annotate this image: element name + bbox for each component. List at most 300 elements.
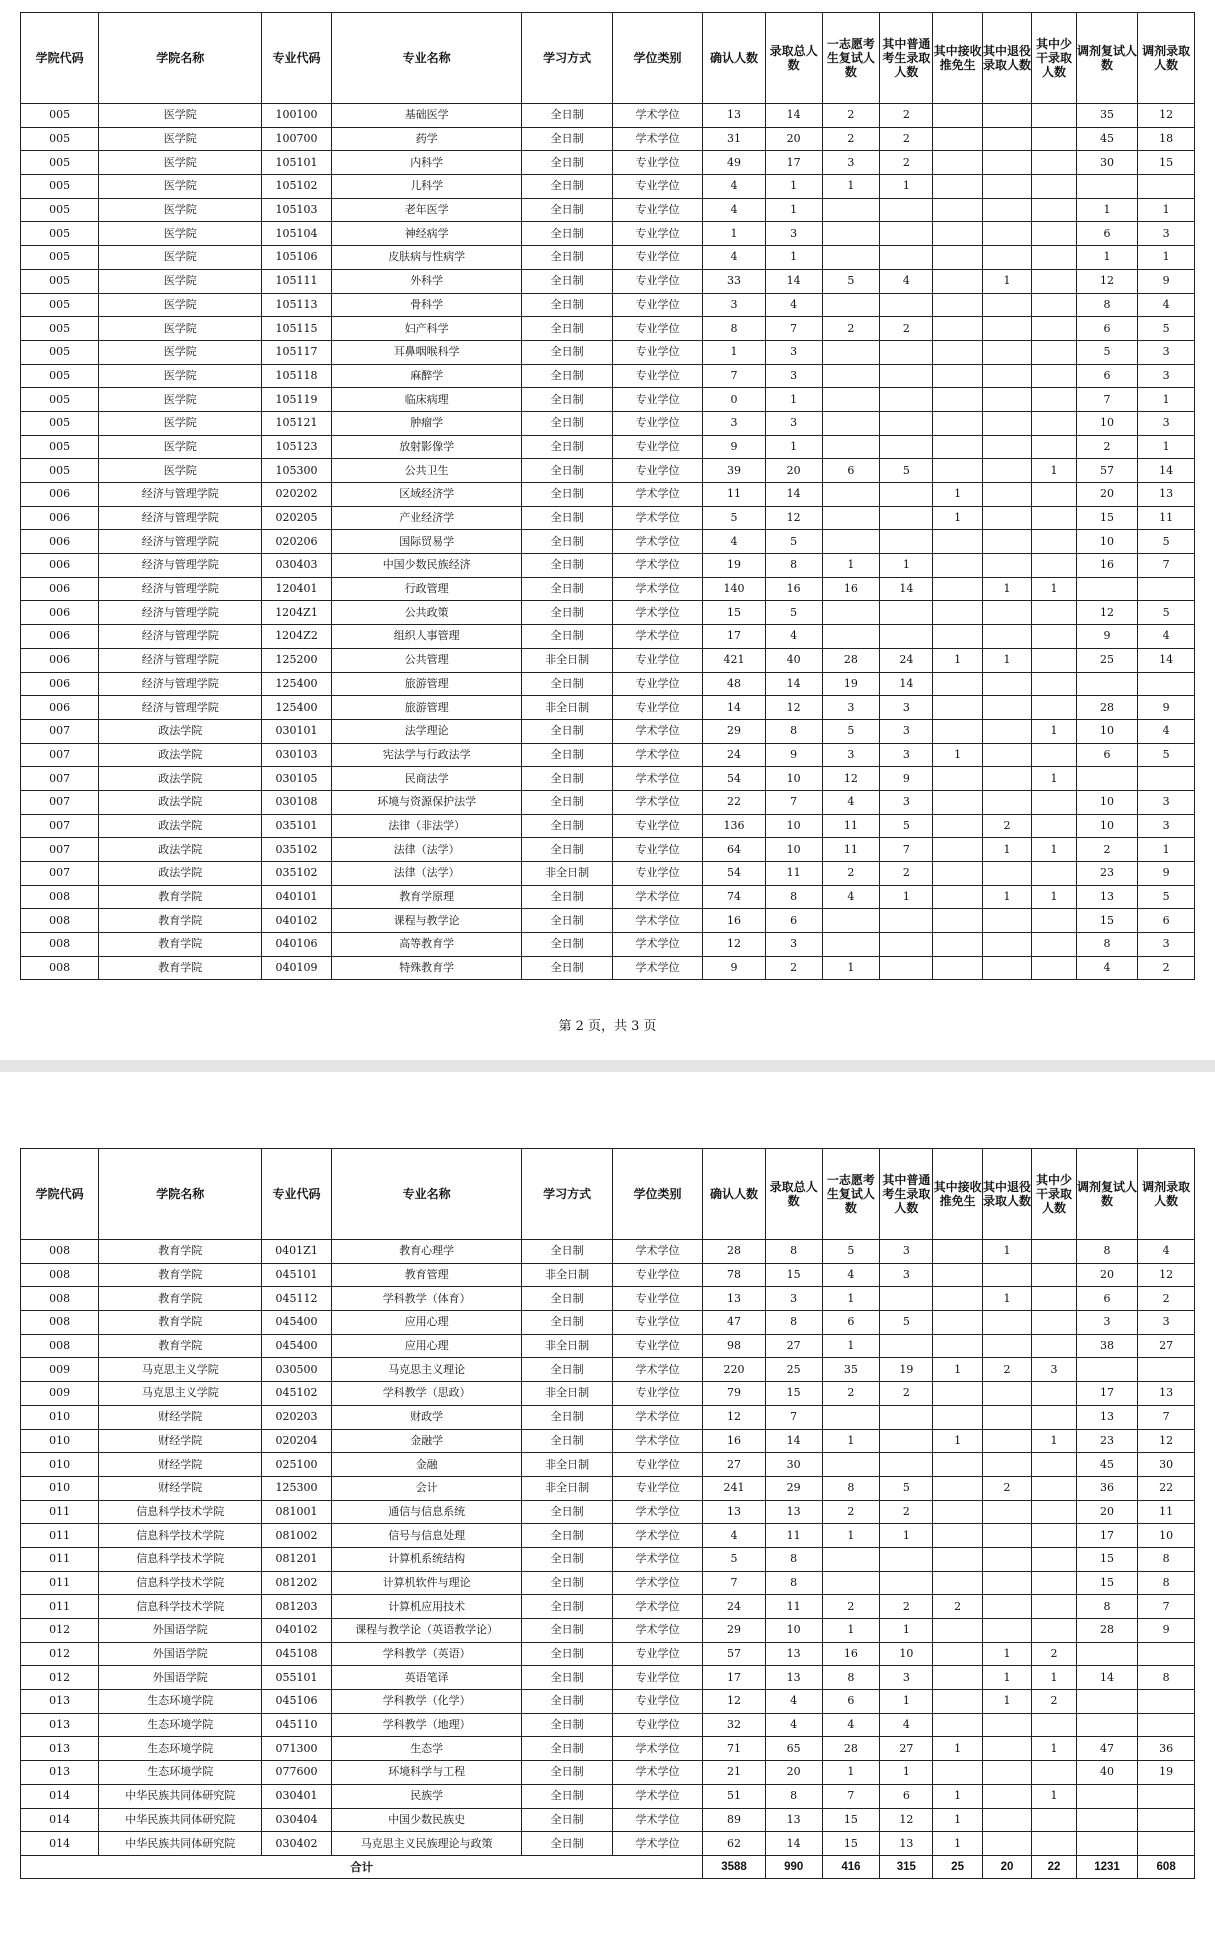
cell-confirmed: 13 [703, 1287, 766, 1311]
cell-study-mode: 全日制 [522, 1240, 612, 1264]
cell-college-name: 医学院 [99, 269, 262, 293]
cell-college-name: 政法学院 [99, 838, 262, 862]
cell-first-choice: 1 [822, 1761, 880, 1785]
cell-study-mode: 全日制 [522, 1405, 612, 1429]
cell-admitted-total: 3 [765, 411, 822, 435]
cell-admitted-total: 17 [765, 151, 822, 175]
col-study-mode: 学习方式 [522, 1149, 612, 1240]
cell-veteran [982, 127, 1031, 151]
cell-college-name: 生态环境学院 [99, 1737, 262, 1761]
cell-regular-admitted [880, 530, 933, 554]
cell-study-mode: 全日制 [522, 767, 612, 791]
cell-admitted-total: 13 [765, 1808, 822, 1832]
cell-major-name: 组织人事管理 [331, 625, 521, 649]
cell-major-code: 100700 [262, 127, 332, 151]
cell-major-code: 055101 [262, 1666, 332, 1690]
cell-admitted-total: 3 [765, 340, 822, 364]
table-row [21, 1287, 1195, 1311]
cell-veteran [982, 175, 1031, 199]
cell-regular-admitted: 1 [880, 885, 933, 909]
cell-minority [1032, 1453, 1077, 1477]
cell-college-code: 005 [21, 388, 99, 412]
col-study-mode: 学习方式 [522, 13, 612, 104]
cell-major-code: 030103 [262, 743, 332, 767]
cell-admitted-total: 7 [765, 317, 822, 341]
cell-study-mode: 全日制 [522, 1619, 612, 1643]
cell-regular-admitted: 13 [880, 1832, 933, 1856]
cell-major-code: 081001 [262, 1500, 332, 1524]
cell-first-choice: 28 [822, 648, 880, 672]
cell-college-code: 008 [21, 1334, 99, 1358]
cell-college-code: 007 [21, 862, 99, 886]
cell-degree-type: 学术学位 [612, 625, 702, 649]
table-row [21, 435, 1195, 459]
cell-first-choice: 6 [822, 1311, 880, 1335]
cell-exempt [933, 625, 982, 649]
cell-first-choice [822, 1547, 880, 1571]
cell-admitted-total: 1 [765, 175, 822, 199]
cell-veteran: 2 [982, 1476, 1031, 1500]
cell-college-name: 医学院 [99, 411, 262, 435]
cell-minority [1032, 648, 1077, 672]
cell-confirmed: 7 [703, 364, 766, 388]
cell-study-mode: 全日制 [522, 293, 612, 317]
col-regular-admitted: 其中普通考生录取人数 [880, 1149, 933, 1240]
cell-adjust-retest: 8 [1076, 933, 1137, 957]
cell-degree-type: 学术学位 [612, 577, 702, 601]
cell-major-code: 0401Z1 [262, 1240, 332, 1264]
cell-college-name: 信息科学技术学院 [99, 1500, 262, 1524]
table-row [21, 388, 1195, 412]
cell-study-mode: 全日制 [522, 909, 612, 933]
total-label: 合计 [21, 1855, 703, 1878]
table-row [21, 672, 1195, 696]
cell-college-name: 医学院 [99, 151, 262, 175]
cell-adjust-admitted: 11 [1138, 506, 1195, 530]
cell-adjust-retest: 6 [1076, 222, 1137, 246]
cell-admitted-total: 11 [765, 862, 822, 886]
cell-minority: 1 [1032, 459, 1077, 483]
cell-major-code: 030403 [262, 554, 332, 578]
cell-college-name: 财经学院 [99, 1405, 262, 1429]
cell-degree-type: 专业学位 [612, 838, 702, 862]
cell-first-choice [822, 601, 880, 625]
cell-study-mode: 非全日制 [522, 1382, 612, 1406]
cell-veteran: 1 [982, 577, 1031, 601]
cell-major-name: 教育心理学 [331, 1240, 521, 1264]
cell-confirmed: 89 [703, 1808, 766, 1832]
cell-study-mode: 全日制 [522, 435, 612, 459]
cell-exempt [933, 411, 982, 435]
cell-college-name: 教育学院 [99, 1287, 262, 1311]
table-row [21, 246, 1195, 270]
total-exempt: 25 [933, 1855, 982, 1878]
cell-confirmed: 24 [703, 743, 766, 767]
cell-college-code: 013 [21, 1713, 99, 1737]
cell-major-code: 081203 [262, 1595, 332, 1619]
cell-first-choice: 11 [822, 838, 880, 862]
cell-regular-admitted: 2 [880, 1382, 933, 1406]
cell-exempt [933, 317, 982, 341]
cell-college-name: 教育学院 [99, 956, 262, 980]
cell-study-mode: 全日制 [522, 506, 612, 530]
cell-exempt [933, 222, 982, 246]
cell-major-name: 学科教学（英语） [331, 1642, 521, 1666]
cell-major-code: 040102 [262, 1619, 332, 1643]
table-row [21, 483, 1195, 507]
table-row [21, 767, 1195, 791]
cell-adjust-admitted: 15 [1138, 151, 1195, 175]
cell-major-code: 035102 [262, 862, 332, 886]
table-row [21, 909, 1195, 933]
cell-confirmed: 51 [703, 1784, 766, 1808]
cell-major-code: 035101 [262, 814, 332, 838]
cell-college-code: 006 [21, 577, 99, 601]
cell-veteran [982, 672, 1031, 696]
cell-college-code: 014 [21, 1832, 99, 1856]
cell-study-mode: 全日制 [522, 554, 612, 578]
cell-college-name: 财经学院 [99, 1453, 262, 1477]
cell-major-code: 105300 [262, 459, 332, 483]
cell-exempt [933, 1240, 982, 1264]
cell-admitted-total: 14 [765, 672, 822, 696]
cell-first-choice [822, 388, 880, 412]
cell-college-name: 信息科学技术学院 [99, 1547, 262, 1571]
cell-adjust-admitted: 13 [1138, 1382, 1195, 1406]
table-row [21, 577, 1195, 601]
cell-adjust-retest: 20 [1076, 1500, 1137, 1524]
cell-college-code: 007 [21, 790, 99, 814]
table-row [21, 1311, 1195, 1335]
cell-admitted-total: 16 [765, 577, 822, 601]
table-row [21, 1713, 1195, 1737]
cell-degree-type: 学术学位 [612, 885, 702, 909]
cell-admitted-total: 4 [765, 1713, 822, 1737]
cell-college-name: 经济与管理学院 [99, 696, 262, 720]
cell-adjust-retest [1076, 1832, 1137, 1856]
cell-minority [1032, 151, 1077, 175]
table-row [21, 838, 1195, 862]
cell-minority [1032, 530, 1077, 554]
cell-major-code: 020202 [262, 483, 332, 507]
cell-first-choice: 1 [822, 554, 880, 578]
cell-adjust-retest: 2 [1076, 838, 1137, 862]
cell-adjust-admitted [1138, 672, 1195, 696]
cell-college-name: 外国语学院 [99, 1619, 262, 1643]
cell-adjust-retest: 3 [1076, 1311, 1137, 1335]
cell-regular-admitted [880, 1453, 933, 1477]
cell-major-code: 040106 [262, 933, 332, 957]
cell-regular-admitted [880, 293, 933, 317]
cell-adjust-admitted: 14 [1138, 459, 1195, 483]
cell-college-code: 006 [21, 530, 99, 554]
cell-regular-admitted: 3 [880, 790, 933, 814]
cell-regular-admitted: 1 [880, 1761, 933, 1785]
cell-degree-type: 专业学位 [612, 411, 702, 435]
cell-confirmed: 4 [703, 530, 766, 554]
cell-admitted-total: 4 [765, 625, 822, 649]
cell-major-code: 105101 [262, 151, 332, 175]
cell-regular-admitted: 27 [880, 1737, 933, 1761]
cell-degree-type: 专业学位 [612, 1311, 702, 1335]
cell-college-name: 医学院 [99, 104, 262, 128]
cell-regular-admitted: 3 [880, 1263, 933, 1287]
cell-exempt [933, 814, 982, 838]
cell-degree-type: 专业学位 [612, 1453, 702, 1477]
cell-exempt [933, 838, 982, 862]
table-row [21, 1240, 1195, 1264]
table-row [21, 198, 1195, 222]
cell-study-mode: 全日制 [522, 151, 612, 175]
cell-veteran [982, 388, 1031, 412]
cell-college-name: 教育学院 [99, 909, 262, 933]
cell-veteran [982, 554, 1031, 578]
cell-major-name: 产业经济学 [331, 506, 521, 530]
cell-regular-admitted: 3 [880, 1666, 933, 1690]
cell-college-code: 005 [21, 127, 99, 151]
cell-major-name: 公共政策 [331, 601, 521, 625]
cell-exempt [933, 1690, 982, 1714]
cell-major-name: 法律（非法学） [331, 814, 521, 838]
cell-study-mode: 非全日制 [522, 1453, 612, 1477]
table-row [21, 269, 1195, 293]
cell-confirmed: 49 [703, 151, 766, 175]
cell-confirmed: 421 [703, 648, 766, 672]
col-major-name: 专业名称 [331, 1149, 521, 1240]
cell-exempt [933, 364, 982, 388]
table-row [21, 1263, 1195, 1287]
cell-degree-type: 专业学位 [612, 198, 702, 222]
cell-college-code: 005 [21, 104, 99, 128]
cell-college-code: 005 [21, 198, 99, 222]
cell-regular-admitted [880, 483, 933, 507]
cell-confirmed: 8 [703, 317, 766, 341]
table-row [21, 1453, 1195, 1477]
table-row [21, 1761, 1195, 1785]
cell-adjust-retest: 30 [1076, 151, 1137, 175]
cell-regular-admitted [880, 435, 933, 459]
cell-college-name: 经济与管理学院 [99, 672, 262, 696]
col-first-choice: 一志愿考生复试人数 [822, 13, 880, 104]
cell-adjust-retest: 40 [1076, 1761, 1137, 1785]
cell-minority [1032, 554, 1077, 578]
cell-first-choice: 3 [822, 696, 880, 720]
cell-adjust-admitted: 5 [1138, 601, 1195, 625]
cell-study-mode: 全日制 [522, 601, 612, 625]
cell-adjust-admitted: 30 [1138, 1453, 1195, 1477]
cell-minority [1032, 862, 1077, 886]
cell-major-name: 肿瘤学 [331, 411, 521, 435]
cell-college-code: 009 [21, 1382, 99, 1406]
cell-first-choice [822, 222, 880, 246]
cell-first-choice: 16 [822, 1642, 880, 1666]
cell-admitted-total: 65 [765, 1737, 822, 1761]
cell-admitted-total: 8 [765, 885, 822, 909]
cell-minority [1032, 198, 1077, 222]
cell-veteran [982, 743, 1031, 767]
cell-major-code: 081002 [262, 1524, 332, 1548]
cell-major-name: 特殊教育学 [331, 956, 521, 980]
cell-adjust-retest: 28 [1076, 696, 1137, 720]
cell-college-name: 外国语学院 [99, 1666, 262, 1690]
col-exempt: 其中接收推免生 [933, 13, 982, 104]
cell-adjust-admitted: 14 [1138, 648, 1195, 672]
cell-admitted-total: 4 [765, 1690, 822, 1714]
cell-adjust-admitted: 11 [1138, 1500, 1195, 1524]
cell-minority [1032, 1311, 1077, 1335]
cell-adjust-admitted [1138, 1784, 1195, 1808]
cell-veteran: 2 [982, 1358, 1031, 1382]
cell-exempt [933, 767, 982, 791]
table-row [21, 1429, 1195, 1453]
cell-adjust-retest: 35 [1076, 104, 1137, 128]
cell-veteran [982, 1524, 1031, 1548]
cell-veteran [982, 696, 1031, 720]
cell-major-name: 法律（法学） [331, 838, 521, 862]
cell-first-choice [822, 1405, 880, 1429]
cell-exempt [933, 1666, 982, 1690]
cell-college-code: 005 [21, 364, 99, 388]
cell-college-code: 008 [21, 1263, 99, 1287]
cell-adjust-admitted: 18 [1138, 127, 1195, 151]
cell-degree-type: 专业学位 [612, 175, 702, 199]
cell-adjust-retest: 17 [1076, 1382, 1137, 1406]
cell-adjust-retest: 6 [1076, 1287, 1137, 1311]
col-admitted-total: 录取总人数 [765, 13, 822, 104]
cell-college-name: 外国语学院 [99, 1642, 262, 1666]
cell-adjust-admitted: 6 [1138, 909, 1195, 933]
cell-admitted-total: 8 [765, 1784, 822, 1808]
cell-adjust-retest: 20 [1076, 1263, 1137, 1287]
cell-minority [1032, 506, 1077, 530]
cell-college-code: 007 [21, 814, 99, 838]
cell-first-choice: 8 [822, 1666, 880, 1690]
cell-study-mode: 非全日制 [522, 648, 612, 672]
cell-adjust-retest: 17 [1076, 1524, 1137, 1548]
cell-regular-admitted: 2 [880, 104, 933, 128]
cell-adjust-retest: 1 [1076, 198, 1137, 222]
cell-adjust-admitted [1138, 175, 1195, 199]
cell-major-code: 100100 [262, 104, 332, 128]
cell-degree-type: 学术学位 [612, 530, 702, 554]
cell-exempt [933, 435, 982, 459]
cell-major-code: 105117 [262, 340, 332, 364]
table-row [21, 1334, 1195, 1358]
cell-college-code: 006 [21, 483, 99, 507]
cell-degree-type: 专业学位 [612, 388, 702, 412]
cell-degree-type: 专业学位 [612, 648, 702, 672]
cell-adjust-admitted: 3 [1138, 814, 1195, 838]
cell-major-code: 105103 [262, 198, 332, 222]
cell-adjust-admitted: 13 [1138, 483, 1195, 507]
cell-regular-admitted [880, 1547, 933, 1571]
cell-exempt [933, 246, 982, 270]
cell-adjust-admitted: 12 [1138, 1263, 1195, 1287]
cell-degree-type: 学术学位 [612, 1240, 702, 1264]
cell-confirmed: 241 [703, 1476, 766, 1500]
cell-major-name: 妇产科学 [331, 317, 521, 341]
cell-degree-type: 学术学位 [612, 1832, 702, 1856]
cell-major-code: 105113 [262, 293, 332, 317]
cell-exempt: 1 [933, 1832, 982, 1856]
cell-first-choice [822, 909, 880, 933]
cell-minority [1032, 1405, 1077, 1429]
cell-study-mode: 全日制 [522, 1311, 612, 1335]
cell-adjust-retest: 10 [1076, 530, 1137, 554]
cell-veteran: 1 [982, 1287, 1031, 1311]
total-veteran: 20 [982, 1855, 1031, 1878]
cell-first-choice: 1 [822, 175, 880, 199]
cell-study-mode: 全日制 [522, 1642, 612, 1666]
cell-major-name: 教育学原理 [331, 885, 521, 909]
cell-college-name: 医学院 [99, 459, 262, 483]
cell-first-choice: 35 [822, 1358, 880, 1382]
table-row [21, 222, 1195, 246]
cell-college-name: 经济与管理学院 [99, 648, 262, 672]
cell-exempt [933, 1619, 982, 1643]
cell-study-mode: 全日制 [522, 1571, 612, 1595]
cell-regular-admitted: 1 [880, 1619, 933, 1643]
cell-college-code: 007 [21, 719, 99, 743]
cell-veteran: 1 [982, 885, 1031, 909]
cell-regular-admitted: 5 [880, 459, 933, 483]
cell-adjust-admitted: 8 [1138, 1571, 1195, 1595]
cell-major-code: 030401 [262, 1784, 332, 1808]
cell-regular-admitted [880, 340, 933, 364]
table-header [21, 13, 1195, 104]
cell-regular-admitted: 2 [880, 127, 933, 151]
cell-adjust-admitted: 1 [1138, 388, 1195, 412]
cell-major-name: 信号与信息处理 [331, 1524, 521, 1548]
cell-confirmed: 16 [703, 909, 766, 933]
total-minority: 22 [1032, 1855, 1077, 1878]
cell-study-mode: 非全日制 [522, 696, 612, 720]
cell-first-choice: 5 [822, 1240, 880, 1264]
cell-minority [1032, 956, 1077, 980]
col-major-name: 专业名称 [331, 13, 521, 104]
cell-study-mode: 全日制 [522, 317, 612, 341]
cell-veteran [982, 198, 1031, 222]
cell-college-name: 政法学院 [99, 862, 262, 886]
cell-veteran [982, 222, 1031, 246]
cell-college-code: 012 [21, 1642, 99, 1666]
cell-admitted-total: 11 [765, 1595, 822, 1619]
cell-college-name: 中华民族共同体研究院 [99, 1784, 262, 1808]
cell-confirmed: 54 [703, 862, 766, 886]
cell-study-mode: 非全日制 [522, 1263, 612, 1287]
cell-adjust-retest [1076, 1808, 1137, 1832]
cell-confirmed: 1 [703, 340, 766, 364]
cell-first-choice: 1 [822, 1619, 880, 1643]
cell-minority [1032, 175, 1077, 199]
cell-degree-type: 专业学位 [612, 672, 702, 696]
table-header [21, 1149, 1195, 1240]
cell-confirmed: 16 [703, 1429, 766, 1453]
cell-study-mode: 非全日制 [522, 862, 612, 886]
cell-major-name: 高等教育学 [331, 933, 521, 957]
cell-major-code: 045400 [262, 1311, 332, 1335]
cell-degree-type: 专业学位 [612, 1287, 702, 1311]
cell-major-name: 国际贸易学 [331, 530, 521, 554]
cell-confirmed: 22 [703, 790, 766, 814]
cell-confirmed: 5 [703, 506, 766, 530]
cell-first-choice: 2 [822, 317, 880, 341]
cell-adjust-admitted [1138, 1358, 1195, 1382]
cell-exempt: 1 [933, 1784, 982, 1808]
cell-veteran [982, 1382, 1031, 1406]
cell-veteran [982, 790, 1031, 814]
cell-degree-type: 学术学位 [612, 1547, 702, 1571]
